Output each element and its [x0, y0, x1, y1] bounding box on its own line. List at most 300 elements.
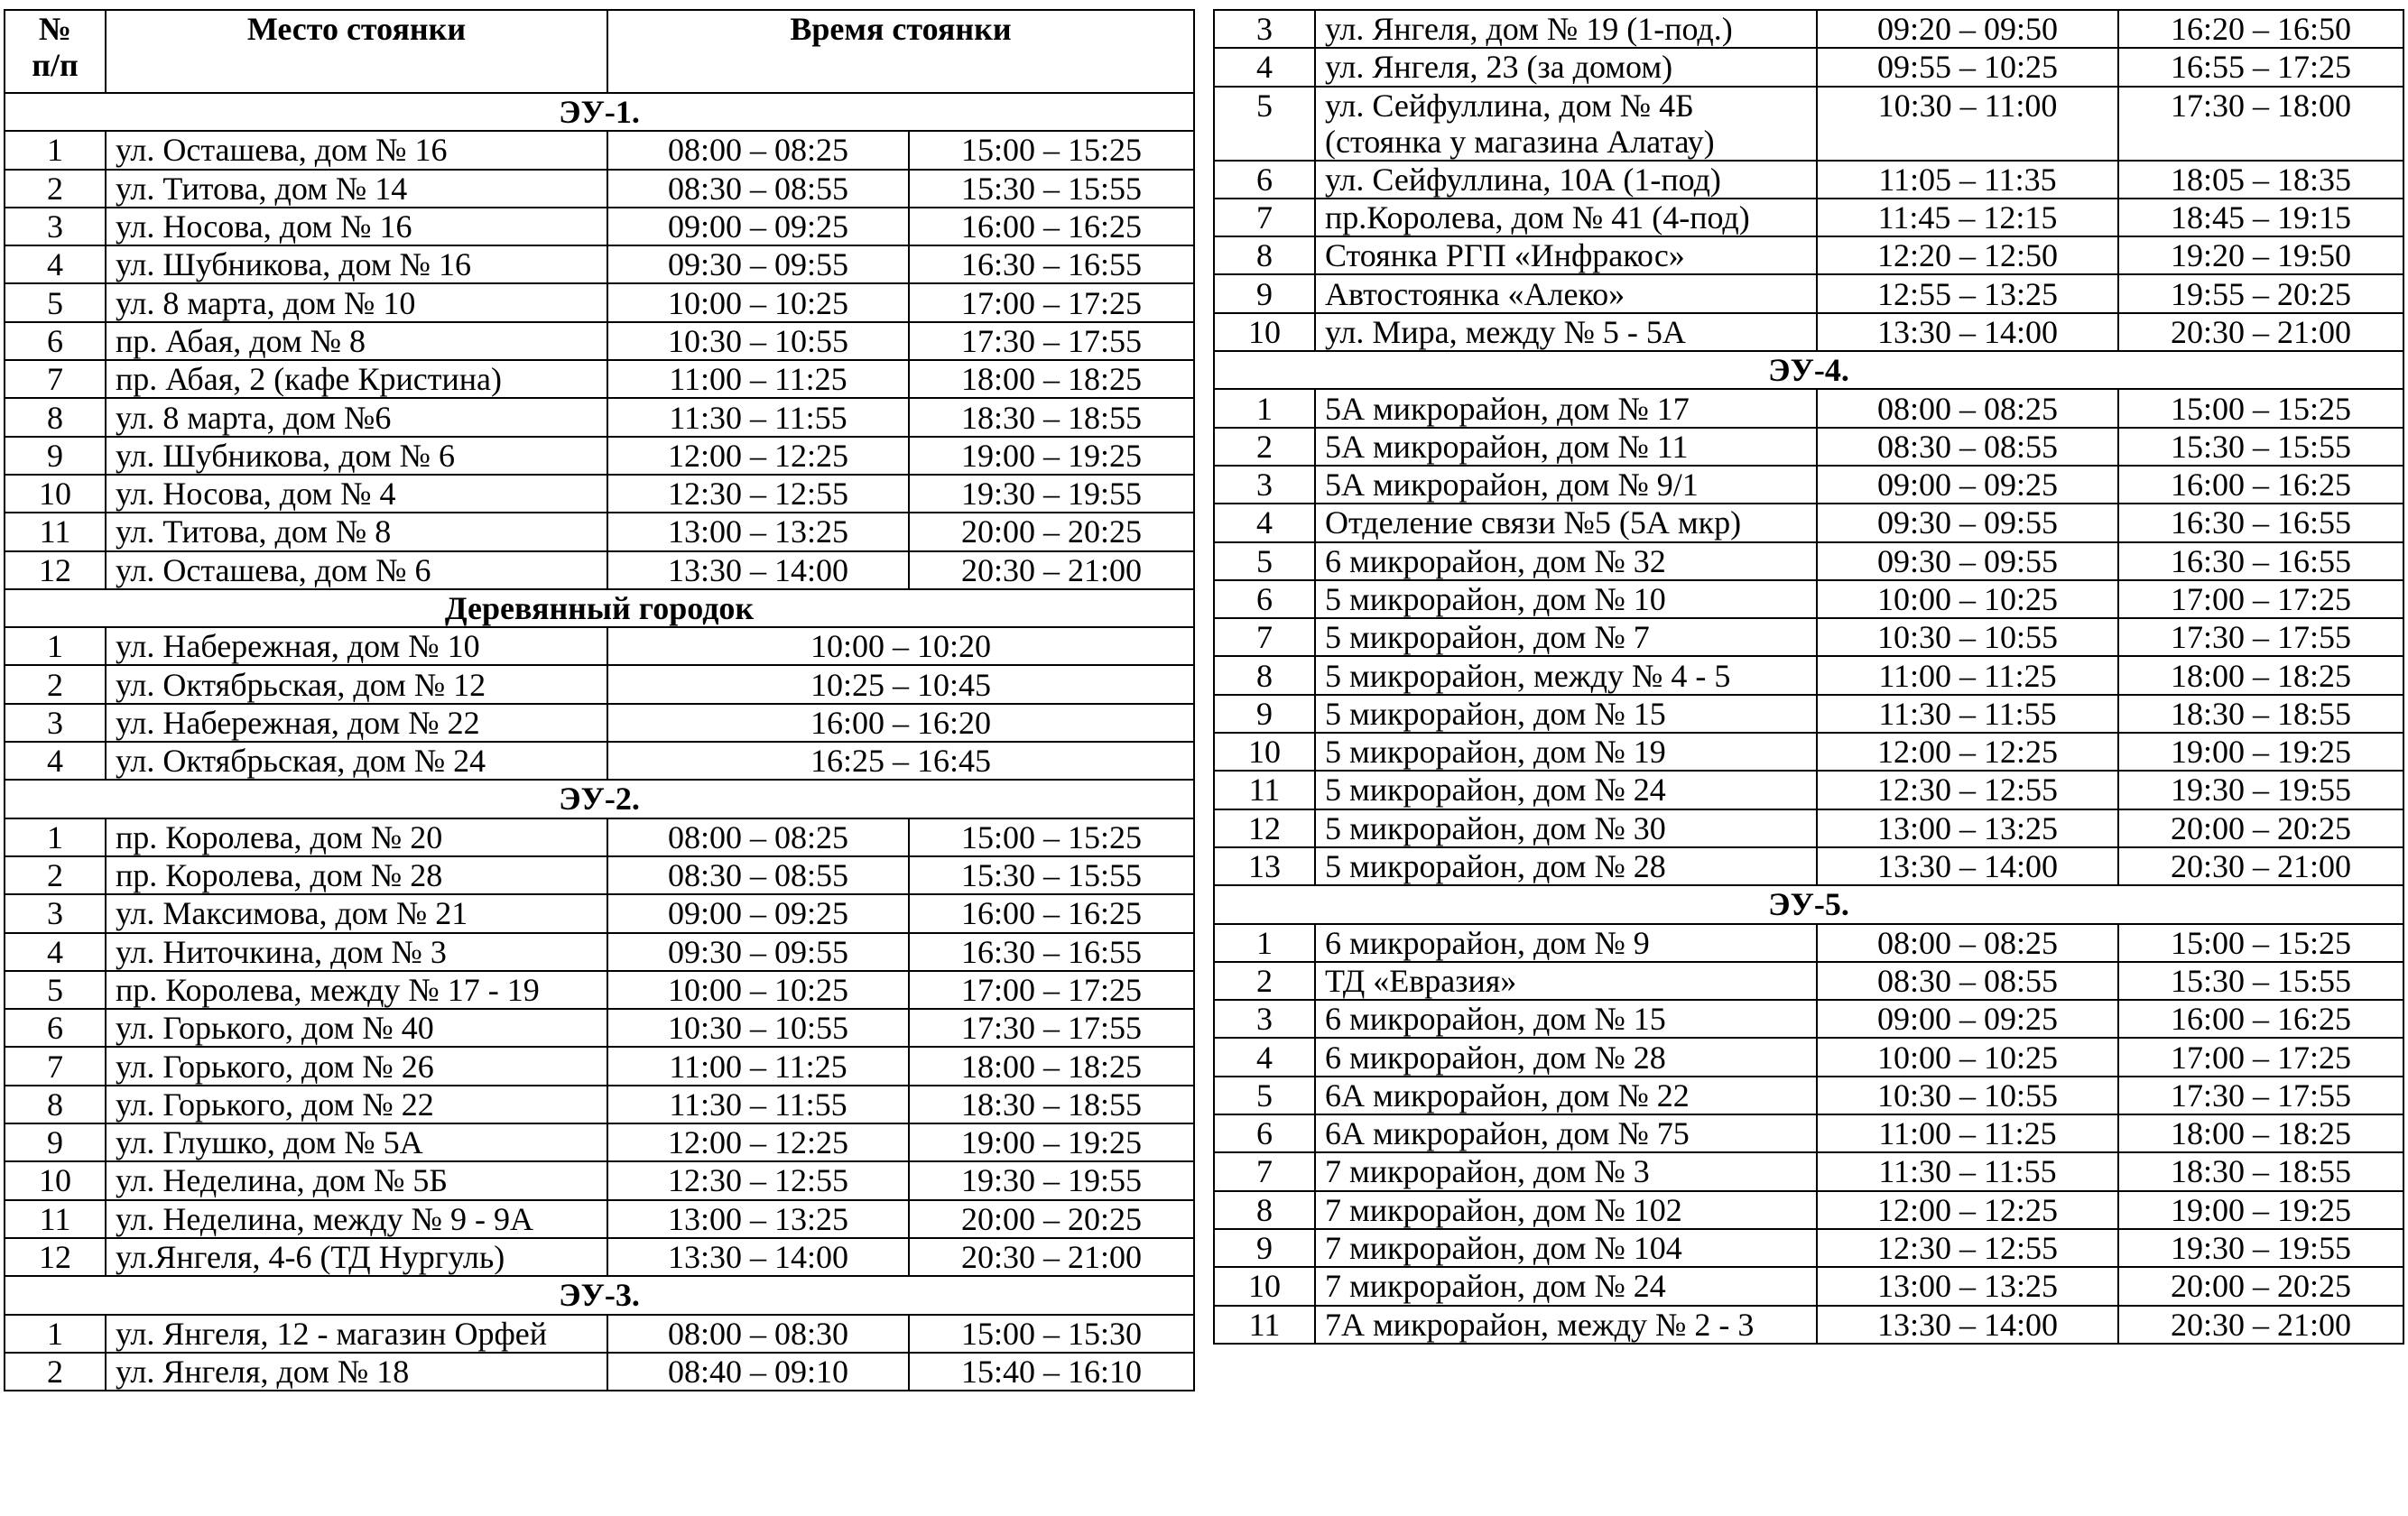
- schedule-body-left: [5, 93, 1194, 1391]
- row-time-morning: 08:30 – 08:55: [607, 856, 909, 894]
- row-time-evening: 17:00 – 17:25: [909, 971, 1194, 1009]
- row-time-morning: 13:30 – 14:00: [607, 1238, 909, 1276]
- row-place: ул. Янгеля, 12 - магазин Орфей: [106, 1315, 607, 1353]
- table-row: [1214, 87, 2403, 161]
- row-number: 1: [5, 627, 106, 665]
- section-title: Деревянный городок: [5, 589, 1194, 627]
- table-row: [5, 1047, 1194, 1085]
- row-number: 6: [1214, 161, 1315, 199]
- row-time-evening: 18:00 – 18:25: [909, 1047, 1194, 1085]
- row-time-morning: 09:00 – 09:25: [1817, 1000, 2118, 1038]
- row-place: ул. Мира, между № 5 - 5А: [1315, 313, 1817, 351]
- row-place: ул. Горького, дом № 40: [106, 1009, 607, 1047]
- row-time-morning: 09:20 – 09:50: [1817, 10, 2118, 48]
- row-time-morning: 13:30 – 14:00: [1817, 847, 2118, 885]
- row-place-line2: (стоянка у магазина Алатау): [1325, 123, 1715, 160]
- row-time-evening: 20:00 – 20:25: [2118, 1267, 2403, 1305]
- row-time-evening: 15:30 – 15:55: [909, 856, 1194, 894]
- row-place: 7 микрорайон, дом № 24: [1315, 1267, 1817, 1305]
- row-time-evening: 19:00 – 19:25: [909, 437, 1194, 475]
- row-place: 5А микрорайон, дом № 9/1: [1315, 466, 1817, 504]
- row-time-evening: 20:30 – 21:00: [2118, 847, 2403, 885]
- row-time-evening: 19:30 – 19:55: [2118, 771, 2403, 809]
- table-row: [1214, 10, 2403, 48]
- table-row: [1214, 389, 2403, 427]
- table-row: [1214, 1267, 2403, 1305]
- row-time-evening: 15:00 – 15:25: [2118, 924, 2403, 962]
- row-place: ул. Набережная, дом № 10: [106, 627, 607, 665]
- table-row: [5, 933, 1194, 971]
- row-number: 4: [5, 245, 106, 283]
- row-time-morning: 10:30 – 10:55: [607, 322, 909, 360]
- row-place: 5 микрорайон, дом № 28: [1315, 847, 1817, 885]
- row-time-evening: 19:20 – 19:50: [2118, 236, 2403, 274]
- row-number: 8: [1214, 656, 1315, 694]
- row-place: 7 микрорайон, дом № 102: [1315, 1191, 1817, 1229]
- row-number: 10: [5, 1161, 106, 1199]
- row-time-morning: 08:00 – 08:25: [607, 818, 909, 856]
- row-number: 4: [1214, 48, 1315, 86]
- row-place: 5А микрорайон, дом № 11: [1315, 428, 1817, 466]
- row-place: 6А микрорайон, дом № 75: [1315, 1114, 1817, 1152]
- row-time-morning: 10:00 – 10:25: [607, 283, 909, 321]
- row-place: 6А микрорайон, дом № 22: [1315, 1077, 1817, 1114]
- table-row: [1214, 466, 2403, 504]
- table-row: [1214, 236, 2403, 274]
- row-place: пр. Королева, между № 17 - 19: [106, 971, 607, 1009]
- table-row: [1214, 1000, 2403, 1038]
- row-number: 2: [5, 665, 106, 703]
- table-row: [1214, 1191, 2403, 1229]
- section-title: ЭУ-3.: [5, 1276, 1194, 1314]
- row-place: ул. 8 марта, дом №6: [106, 398, 607, 436]
- table-row: [5, 704, 1194, 742]
- table-row: [5, 665, 1194, 703]
- row-place: 5 микрорайон, между № 4 - 5: [1315, 656, 1817, 694]
- table-row: [1214, 1114, 2403, 1152]
- table-row: [5, 818, 1194, 856]
- header-number: [5, 10, 106, 93]
- row-time-evening: 19:30 – 19:55: [2118, 1229, 2403, 1267]
- row-number: 7: [5, 360, 106, 398]
- row-time-evening: 18:05 – 18:35: [2118, 161, 2403, 199]
- row-place: пр.Королева, дом № 41 (4-под): [1315, 199, 1817, 236]
- row-time-morning: 12:30 – 12:55: [607, 1161, 909, 1199]
- table-row: [5, 437, 1194, 475]
- row-place: ул. Набережная, дом № 22: [106, 704, 607, 742]
- row-time-evening: 17:00 – 17:25: [2118, 1038, 2403, 1076]
- table-row: [5, 627, 1194, 665]
- row-place: пр. Королева, дом № 20: [106, 818, 607, 856]
- row-place: ул. Янгеля, 23 (за домом): [1315, 48, 1817, 86]
- row-time: 16:25 – 16:45: [607, 742, 1194, 780]
- row-place: 7 микрорайон, дом № 104: [1315, 1229, 1817, 1267]
- row-time-morning: 12:30 – 12:55: [607, 475, 909, 513]
- row-time-morning: 08:30 – 08:55: [607, 170, 909, 208]
- row-time-morning: 11:00 – 11:25: [607, 360, 909, 398]
- row-time-evening: 20:30 – 21:00: [2118, 313, 2403, 351]
- row-time-morning: 09:00 – 09:25: [607, 894, 909, 932]
- row-time-morning: 11:30 – 11:55: [607, 398, 909, 436]
- table-row: [5, 1161, 1194, 1199]
- row-time-evening: 16:55 – 17:25: [2118, 48, 2403, 86]
- row-number: 8: [1214, 1191, 1315, 1229]
- row-time-morning: 10:30 – 10:55: [607, 1009, 909, 1047]
- row-time-evening: 17:30 – 17:55: [2118, 618, 2403, 656]
- row-time-morning: 12:20 – 12:50: [1817, 236, 2118, 274]
- table-row: [1214, 809, 2403, 847]
- row-number: 5: [1214, 87, 1315, 161]
- row-number: 2: [5, 856, 106, 894]
- table-row: [5, 1353, 1194, 1391]
- table-row: [1214, 1229, 2403, 1267]
- row-number: 6: [5, 1009, 106, 1047]
- row-time-evening: 20:00 – 20:25: [909, 1200, 1194, 1238]
- row-number: 5: [1214, 542, 1315, 580]
- table-row: [5, 1315, 1194, 1353]
- row-number: 3: [5, 894, 106, 932]
- row-number: 3: [1214, 10, 1315, 48]
- table-row: [5, 398, 1194, 436]
- row-place: ТД «Евразия»: [1315, 962, 1817, 1000]
- table-row: [1214, 161, 2403, 199]
- row-place: ул. Неделина, дом № 5Б: [106, 1161, 607, 1199]
- row-number: 9: [5, 437, 106, 475]
- row-time-evening: 15:30 – 15:55: [2118, 962, 2403, 1000]
- row-place: 5 микрорайон, дом № 30: [1315, 809, 1817, 847]
- row-number: 1: [5, 1315, 106, 1353]
- row-time-evening: 16:30 – 16:55: [2118, 542, 2403, 580]
- row-time: 16:00 – 16:20: [607, 704, 1194, 742]
- table-row: [1214, 1152, 2403, 1190]
- row-time-morning: 08:00 – 08:25: [607, 131, 909, 169]
- table-row: [1214, 771, 2403, 809]
- row-number: 8: [5, 398, 106, 436]
- row-time-evening: 20:30 – 21:00: [909, 1238, 1194, 1276]
- row-time-evening: 18:00 – 18:25: [2118, 1114, 2403, 1152]
- row-time-evening: 19:30 – 19:55: [909, 1161, 1194, 1199]
- row-number: 8: [5, 1086, 106, 1123]
- row-time-morning: 08:00 – 08:25: [1817, 389, 2118, 427]
- table-row: [5, 894, 1194, 932]
- row-number: 6: [1214, 580, 1315, 618]
- section-title: ЭУ-5.: [1214, 885, 2403, 923]
- row-place: Автостоянка «Алеко»: [1315, 274, 1817, 312]
- row-place: 5 микрорайон, дом № 10: [1315, 580, 1817, 618]
- row-time-morning: 11:30 – 11:55: [607, 1086, 909, 1123]
- table-row: [5, 131, 1194, 169]
- row-number: 6: [5, 322, 106, 360]
- row-place: ул. Шубникова, дом № 6: [106, 437, 607, 475]
- row-time-morning: 08:40 – 09:10: [607, 1353, 909, 1391]
- row-number: 11: [5, 1200, 106, 1238]
- row-number: 2: [1214, 428, 1315, 466]
- row-time-evening: 19:55 – 20:25: [2118, 274, 2403, 312]
- row-time-morning: 08:30 – 08:55: [1817, 428, 2118, 466]
- row-place: ул. Ниточкина, дом № 3: [106, 933, 607, 971]
- row-time-morning: 09:00 – 09:25: [607, 208, 909, 245]
- row-time-morning: 09:30 – 09:55: [607, 245, 909, 283]
- table-row: [5, 856, 1194, 894]
- section-title: ЭУ-1.: [5, 93, 1194, 131]
- table-row: [1214, 924, 2403, 962]
- row-time-morning: 11:00 – 11:25: [607, 1047, 909, 1085]
- table-row: [5, 1123, 1194, 1161]
- row-time-evening: 20:30 – 21:00: [2118, 1306, 2403, 1344]
- row-number: 13: [1214, 847, 1315, 885]
- row-place: ул. 8 марта, дом № 10: [106, 283, 607, 321]
- row-time-evening: 15:00 – 15:25: [2118, 389, 2403, 427]
- row-number: 12: [5, 551, 106, 589]
- row-time-morning: 11:00 – 11:25: [1817, 656, 2118, 694]
- row-time-morning: 12:55 – 13:25: [1817, 274, 2118, 312]
- table-row: [1214, 847, 2403, 885]
- table-row: [1214, 1038, 2403, 1076]
- row-time-morning: 13:00 – 13:25: [607, 513, 909, 550]
- row-place: ул. Осташева, дом № 6: [106, 551, 607, 589]
- row-number: 7: [5, 1047, 106, 1085]
- row-number: 7: [1214, 199, 1315, 236]
- row-place: 7 микрорайон, дом № 3: [1315, 1152, 1817, 1190]
- row-number: 10: [1214, 1267, 1315, 1305]
- row-time-morning: 10:30 – 11:00: [1817, 87, 2118, 161]
- table-row: [1214, 48, 2403, 86]
- table-row: [1214, 580, 2403, 618]
- row-place: ул. Шубникова, дом № 16: [106, 245, 607, 283]
- section-title: ЭУ-2.: [5, 780, 1194, 818]
- section-header-row: [5, 780, 1194, 818]
- row-number: 4: [1214, 504, 1315, 541]
- row-time-evening: 18:00 – 18:25: [2118, 656, 2403, 694]
- row-number: 4: [5, 933, 106, 971]
- section-header-row: [5, 589, 1194, 627]
- header-time: Время стоянки: [607, 10, 1194, 93]
- row-number: 4: [1214, 1038, 1315, 1076]
- row-time-morning: 12:30 – 12:55: [1817, 771, 2118, 809]
- row-place: 6 микрорайон, дом № 9: [1315, 924, 1817, 962]
- row-number: 5: [5, 283, 106, 321]
- table-row: [1214, 428, 2403, 466]
- row-place: ул. Осташева, дом № 16: [106, 131, 607, 169]
- row-time-evening: 16:00 – 16:25: [909, 208, 1194, 245]
- row-time-evening: 19:00 – 19:25: [2118, 1191, 2403, 1229]
- row-time-morning: 11:00 – 11:25: [1817, 1114, 2118, 1152]
- row-place: пр. Абая, дом № 8: [106, 322, 607, 360]
- table-row: [1214, 542, 2403, 580]
- section-header-row: [5, 93, 1194, 131]
- row-place: ул. Максимова, дом № 21: [106, 894, 607, 932]
- row-number: 9: [5, 1123, 106, 1161]
- row-time-morning: 12:00 – 12:25: [607, 437, 909, 475]
- row-time-morning: 12:00 – 12:25: [607, 1123, 909, 1161]
- table-row: [5, 322, 1194, 360]
- row-time-evening: 16:30 – 16:55: [909, 245, 1194, 283]
- row-time-evening: 16:30 – 16:55: [909, 933, 1194, 971]
- row-time: 10:00 – 10:20: [607, 627, 1194, 665]
- row-time-morning: 09:30 – 09:55: [1817, 504, 2118, 541]
- row-number: 3: [5, 208, 106, 245]
- row-number: 1: [1214, 924, 1315, 962]
- section-header-row: [1214, 351, 2403, 389]
- table-row: [1214, 962, 2403, 1000]
- row-time-morning: 08:00 – 08:30: [607, 1315, 909, 1353]
- row-place: 5 микрорайон, дом № 7: [1315, 618, 1817, 656]
- row-place: ул. Носова, дом № 4: [106, 475, 607, 513]
- row-time-evening: 20:00 – 20:25: [2118, 809, 2403, 847]
- row-place: ул. Неделина, между № 9 - 9А: [106, 1200, 607, 1238]
- row-place: 7А микрорайон, между № 2 - 3: [1315, 1306, 1817, 1344]
- header-place: Место стоянки: [106, 10, 607, 93]
- section-header-row: [1214, 885, 2403, 923]
- table-row: [1214, 733, 2403, 771]
- row-number: 1: [1214, 389, 1315, 427]
- row-time-morning: 10:00 – 10:25: [1817, 1038, 2118, 1076]
- row-place: 6 микрорайон, дом № 15: [1315, 1000, 1817, 1038]
- row-time-morning: 13:00 – 13:25: [607, 1200, 909, 1238]
- table-row: [1214, 274, 2403, 312]
- row-time-evening: 19:30 – 19:55: [909, 475, 1194, 513]
- row-place: 5 микрорайон, дом № 24: [1315, 771, 1817, 809]
- table-row: [5, 360, 1194, 398]
- row-place: 5А микрорайон, дом № 17: [1315, 389, 1817, 427]
- row-time-evening: 16:00 – 16:25: [2118, 466, 2403, 504]
- row-place: ул. Глушко, дом № 5А: [106, 1123, 607, 1161]
- schedule-body-right: [1214, 10, 2403, 1344]
- row-place: ул.Янгеля, 4-6 (ТД Нургуль): [106, 1238, 607, 1276]
- row-time-morning: 13:30 – 14:00: [607, 551, 909, 589]
- table-row: [5, 283, 1194, 321]
- row-place: пр. Королева, дом № 28: [106, 856, 607, 894]
- row-time-evening: 15:00 – 15:25: [909, 818, 1194, 856]
- row-time-morning: 08:00 – 08:25: [1817, 924, 2118, 962]
- row-number: 10: [1214, 313, 1315, 351]
- row-time-evening: 16:20 – 16:50: [2118, 10, 2403, 48]
- row-place: [1315, 87, 1817, 161]
- row-time-evening: 17:00 – 17:25: [909, 283, 1194, 321]
- row-place: ул. Сейфуллина, 10А (1-под): [1315, 161, 1817, 199]
- header-number-line1: №: [38, 11, 72, 47]
- row-place: Отделение связи №5 (5А мкр): [1315, 504, 1817, 541]
- row-time-evening: 15:00 – 15:25: [909, 131, 1194, 169]
- row-place: 5 микрорайон, дом № 15: [1315, 695, 1817, 733]
- table-row: [1214, 1077, 2403, 1114]
- row-time-evening: 16:00 – 16:25: [909, 894, 1194, 932]
- section-header-row: [5, 1276, 1194, 1314]
- row-number: 3: [1214, 1000, 1315, 1038]
- row-place: ул. Янгеля, дом № 18: [106, 1353, 607, 1391]
- row-time-morning: 09:55 – 10:25: [1817, 48, 2118, 86]
- row-time-morning: 12:00 – 12:25: [1817, 1191, 2118, 1229]
- table-row: [1214, 1306, 2403, 1344]
- schedule-table-left: [4, 9, 1195, 1391]
- table-row: [5, 475, 1194, 513]
- table-row: [5, 170, 1194, 208]
- row-time-morning: 10:00 – 10:25: [607, 971, 909, 1009]
- row-time-morning: 10:00 – 10:25: [1817, 580, 2118, 618]
- row-number: 2: [1214, 962, 1315, 1000]
- row-place: ул. Октябрьская, дом № 24: [106, 742, 607, 780]
- row-number: 2: [5, 1353, 106, 1391]
- row-number: 11: [5, 513, 106, 550]
- table-row: [5, 551, 1194, 589]
- schedule-table-right: [1213, 9, 2404, 1345]
- row-time-evening: 18:30 – 18:55: [2118, 695, 2403, 733]
- row-number: 10: [1214, 733, 1315, 771]
- row-time-morning: 10:30 – 10:55: [1817, 618, 2118, 656]
- row-time-morning: 13:00 – 13:25: [1817, 809, 2118, 847]
- row-time-evening: 18:30 – 18:55: [909, 398, 1194, 436]
- row-time-evening: 18:00 – 18:25: [909, 360, 1194, 398]
- row-time-morning: 12:30 – 12:55: [1817, 1229, 2118, 1267]
- table-row: [1214, 618, 2403, 656]
- row-place: 6 микрорайон, дом № 28: [1315, 1038, 1817, 1076]
- table-row: [5, 1086, 1194, 1123]
- row-time-morning: 13:30 – 14:00: [1817, 1306, 2118, 1344]
- row-time-evening: 19:00 – 19:25: [909, 1123, 1194, 1161]
- header-number-line2: п/п: [32, 47, 79, 83]
- row-number: 7: [1214, 618, 1315, 656]
- row-time-morning: 09:30 – 09:55: [607, 933, 909, 971]
- row-time-evening: 18:30 – 18:55: [2118, 1152, 2403, 1190]
- row-time-evening: 16:30 – 16:55: [2118, 504, 2403, 541]
- row-time-evening: 19:00 – 19:25: [2118, 733, 2403, 771]
- row-number: 1: [5, 131, 106, 169]
- table-row: [1214, 199, 2403, 236]
- table-row: [1214, 656, 2403, 694]
- row-number: 3: [5, 704, 106, 742]
- table-row: [1214, 695, 2403, 733]
- row-number: 3: [1214, 466, 1315, 504]
- row-place-line1: ул. Сейфуллина, дом № 4Б: [1325, 87, 1694, 124]
- row-time-morning: 11:30 – 11:55: [1817, 1152, 2118, 1190]
- row-time-evening: 17:00 – 17:25: [2118, 580, 2403, 618]
- table-row: [1214, 313, 2403, 351]
- row-place: ул. Титова, дом № 14: [106, 170, 607, 208]
- row-time-evening: 18:45 – 19:15: [2118, 199, 2403, 236]
- row-time-evening: 17:30 – 17:55: [2118, 1077, 2403, 1114]
- row-time-morning: 08:30 – 08:55: [1817, 962, 2118, 1000]
- row-time-evening: 15:30 – 15:55: [909, 170, 1194, 208]
- row-number: 4: [5, 742, 106, 780]
- row-time-evening: 15:30 – 15:55: [2118, 428, 2403, 466]
- row-number: 9: [1214, 1229, 1315, 1267]
- row-number: 5: [5, 971, 106, 1009]
- row-time-evening: 16:00 – 16:25: [2118, 1000, 2403, 1038]
- table-row: [5, 513, 1194, 550]
- row-time-evening: 17:30 – 17:55: [909, 322, 1194, 360]
- row-time-evening: 20:30 – 21:00: [909, 551, 1194, 589]
- row-number: 8: [1214, 236, 1315, 274]
- row-time-evening: 18:30 – 18:55: [909, 1086, 1194, 1123]
- row-place: ул. Горького, дом № 26: [106, 1047, 607, 1085]
- row-number: 5: [1214, 1077, 1315, 1114]
- row-number: 7: [1214, 1152, 1315, 1190]
- row-place: 5 микрорайон, дом № 19: [1315, 733, 1817, 771]
- section-title: ЭУ-4.: [1214, 351, 2403, 389]
- row-place: пр. Абая, 2 (кафе Кристина): [106, 360, 607, 398]
- row-number: 12: [1214, 809, 1315, 847]
- row-time-morning: 09:30 – 09:55: [1817, 542, 2118, 580]
- table-row: [5, 742, 1194, 780]
- row-time-evening: 17:30 – 18:00: [2118, 87, 2403, 161]
- row-place: ул. Горького, дом № 22: [106, 1086, 607, 1123]
- row-place: ул. Янгеля, дом № 19 (1-под.): [1315, 10, 1817, 48]
- table-row: [5, 1009, 1194, 1047]
- row-number: 11: [1214, 1306, 1315, 1344]
- row-time-morning: 11:30 – 11:55: [1817, 695, 2118, 733]
- row-place: Стоянка РГП «Инфракос»: [1315, 236, 1817, 274]
- row-place: ул. Титова, дом № 8: [106, 513, 607, 550]
